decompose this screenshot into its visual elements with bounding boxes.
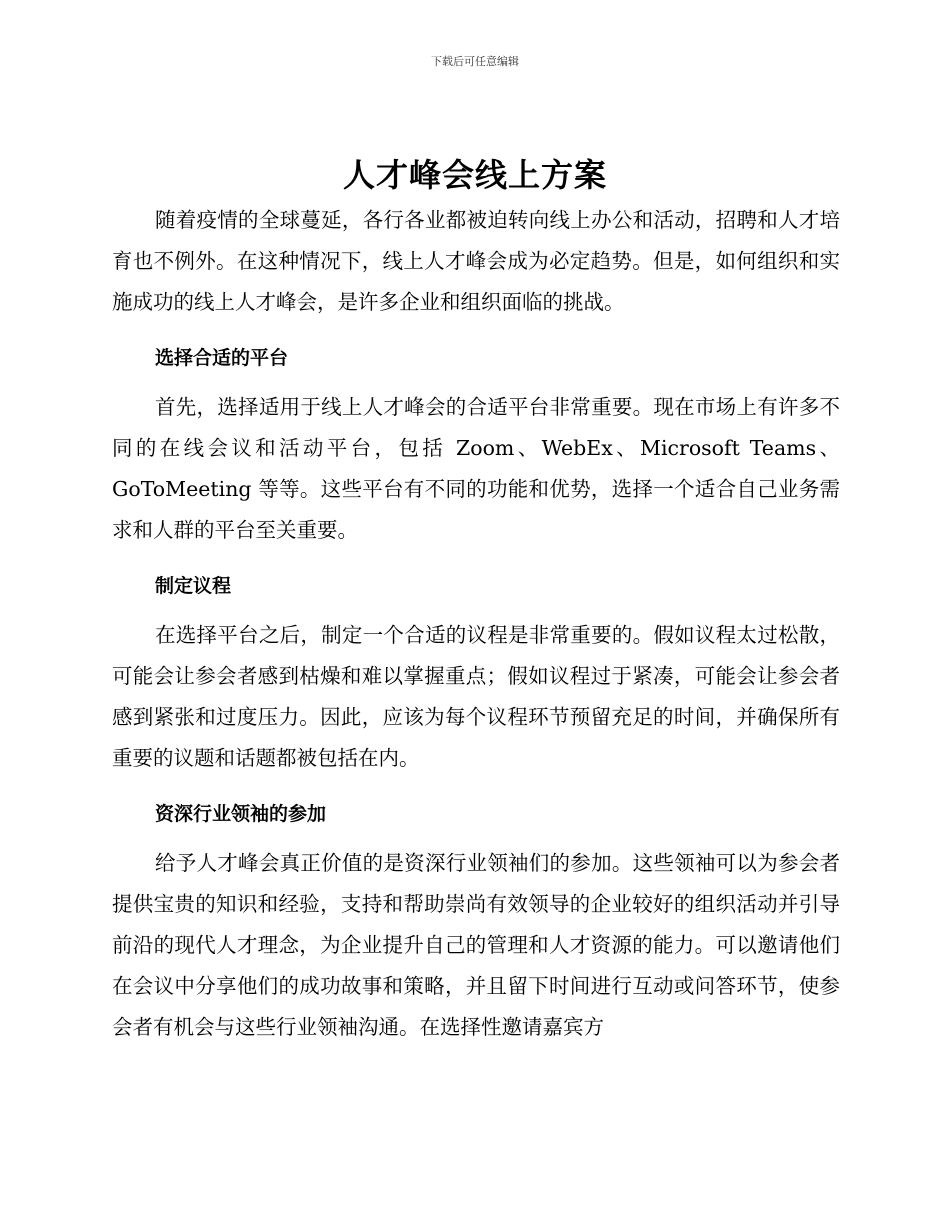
section-body-leaders: 给予人才峰会真正价值的是资深行业领袖们的参加。这些领袖可以为参会者提供宝贵的知识和经验，支持和帮助崇尚有效领导的企业较好的组织活动并引导前沿的现代人才理念，为企业提升自己的管理和人才资源的能力。可以邀请他们在会议中分享他们的成功故事和策略，并且留下时间进行互动或问答环节，使参会者有机会与这些行业领袖沟通。在选择性邀请嘉宾方 bbox=[112, 851, 840, 1039]
section-body-platform: 首先，选择适用于线上人才峰会的合适平台非常重要。现在市场上有许多不同的在线会议和活动平台，包括 Zoom、WebEx、Microsoft Teams、GoToMeeting 等等。这些平台有不同的功能和优势，选择一个适合自己业务需求和人群的平台至关重要。 bbox=[112, 395, 840, 542]
section-heading-leaders: 资深行业领袖的参加 bbox=[155, 803, 327, 825]
section-heading-platform: 选择合适的平台 bbox=[155, 347, 289, 369]
section-body-agenda: 在选择平台之后，制定一个合适的议程是非常重要的。假如议程太过松散，可能会让参会者感到枯燥和难以掌握重点；假如议程过于紧凑，可能会让参会者感到紧张和过度压力。因此，应该为每个议程环节预留充足的时间，并确保所有重要的议题和话题都被包括在内。 bbox=[112, 623, 840, 770]
document-title: 人才峰会线上方案 bbox=[342, 156, 607, 194]
document-body bbox=[112, 200, 840, 1048]
page-header-note: 下载后可任意编辑 bbox=[431, 55, 519, 68]
section-heading-agenda: 制定议程 bbox=[155, 575, 232, 597]
intro-paragraph: 随着疫情的全球蔓延，各行各业都被迫转向线上办公和活动，招聘和人才培育也不例外。在这种情况下，线上人才峰会成为必定趋势。但是，如何组织和实施成功的线上人才峰会，是许多企业和组织面临的挑战。 bbox=[112, 208, 840, 314]
